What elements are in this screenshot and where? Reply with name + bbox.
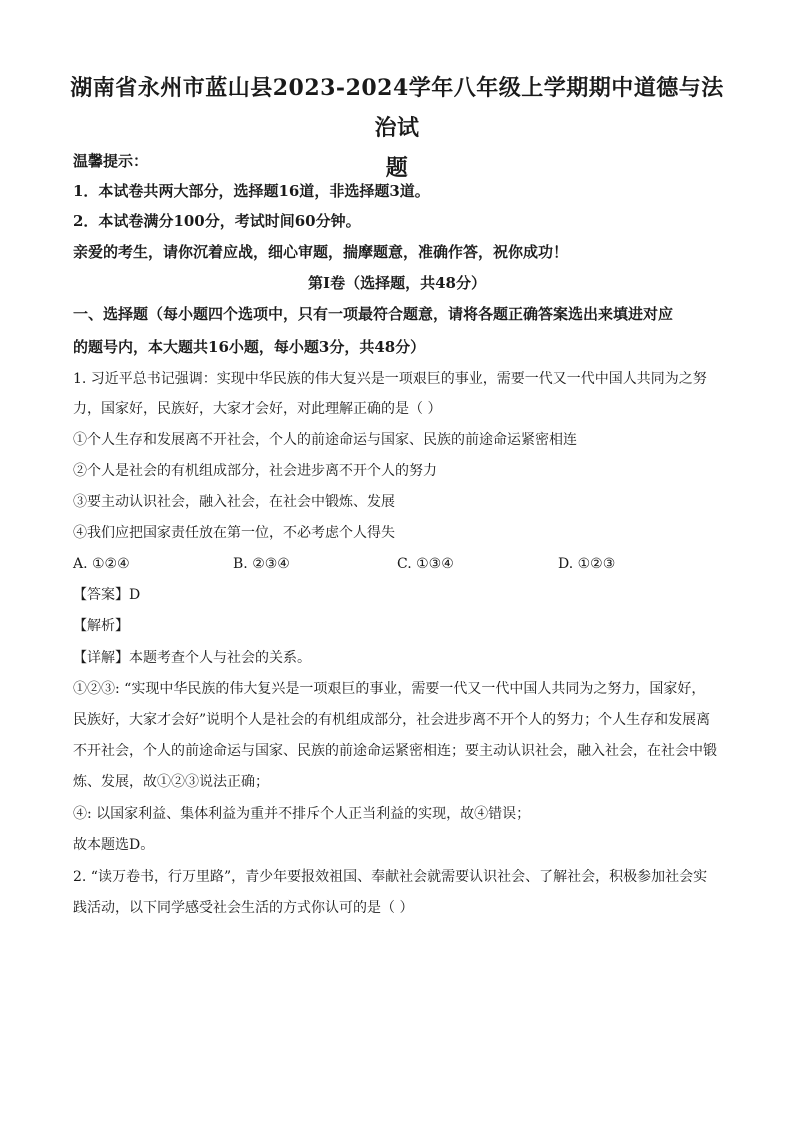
section-intro-line-1: 一、选择题（每小题四个选项中，只有一项最符合题意，请将各题正确答案选出来填进对应 [73, 305, 674, 323]
q1-option-a: A. ①②④ [73, 556, 130, 572]
q1-option-c: C. ①③④ [397, 556, 454, 572]
q1-explanation-line-4: 炼、发展，故①②③说法正确； [73, 774, 269, 790]
q2-stem-line-1: 2. “读万卷书，行万里路”，青少年要报效祖国、奉献社会就需要认识社会、了解社会，积极参加社会实 [73, 869, 708, 885]
q1-statement-1: ①个人生存和发展离不开社会，个人的前途命运与国家、民族的前途命运紧密相连 [73, 432, 577, 448]
q1-statement-2: ②个人是社会的有机组成部分，社会进步离不开个人的努力 [73, 463, 437, 479]
section-intro-line-2: 的题号内，本大题共16小题，每小题3分，共48分） [73, 338, 426, 356]
q1-analysis-heading: 【解析】 [73, 618, 129, 634]
exam-title [60, 68, 734, 188]
q1-stem-line-2: 力，国家好，民族好，大家才会好，对此理解正确的是（ ） [73, 401, 442, 417]
tip-item-2: 2．本试卷满分100分，考试时间60分钟。 [73, 212, 361, 230]
q1-statement-4: ④我们应把国家责任放在第一位，不必考虑个人得失 [73, 525, 395, 541]
exam-title-line-1: 湖南省永州市蓝山县2023-2024学年八年级上学期期中道德与法治试 [70, 75, 724, 141]
q1-detail: 【详解】本题考查个人与社会的关系。 [73, 650, 311, 666]
q1-explanation-line-1: ①②③: “实现中华民族的伟大复兴是一项艰巨的事业，需要一代又一代中国人共同为之努力，国家好， [73, 681, 706, 697]
q1-explanation-line-5: ④: 以国家利益、集体利益为重并不排斥个人正当利益的实现，故④错误； [73, 806, 531, 822]
tip-item-1: 1．本试卷共两大部分，选择题16道，非选择题3道。 [73, 182, 430, 200]
q1-explanation-line-6: 故本题选D。 [73, 837, 155, 853]
q1-answer: 【答案】D [73, 587, 141, 603]
q1-explanation-line-2: 民族好，大家才会好”说明个人是社会的有机组成部分，社会进步离不开个人的努力；个人生存和发展离 [73, 712, 711, 728]
q1-explanation-line-3: 不开社会，个人的前途命运与国家、民族的前途命运紧密相连；要主动认识社会，融入社会，在社会中锻 [73, 743, 717, 759]
q1-stem-line-1: 1. 习近平总书记强调：实现中华民族的伟大复兴是一项艰巨的事业，需要一代又一代中国人共同为之努 [73, 371, 707, 387]
tips-heading: 温馨提示： [73, 152, 149, 170]
q1-statement-3: ③要主动认识社会，融入社会，在社会中锻炼、发展 [73, 494, 395, 510]
q1-option-b: B. ②③④ [233, 556, 290, 572]
exam-title-line-2: 题 [385, 155, 409, 181]
q2-stem-line-2: 践活动，以下同学感受社会生活的方式你认可的是（ ） [73, 900, 414, 916]
section-heading: 第Ⅰ卷（选择题，共48分） [308, 274, 486, 292]
q1-option-d: D. ①②③ [558, 556, 616, 572]
tips-wish: 亲爱的考生，请你沉着应战，细心审题，揣摩题意，准确作答，祝你成功！ [73, 243, 569, 261]
